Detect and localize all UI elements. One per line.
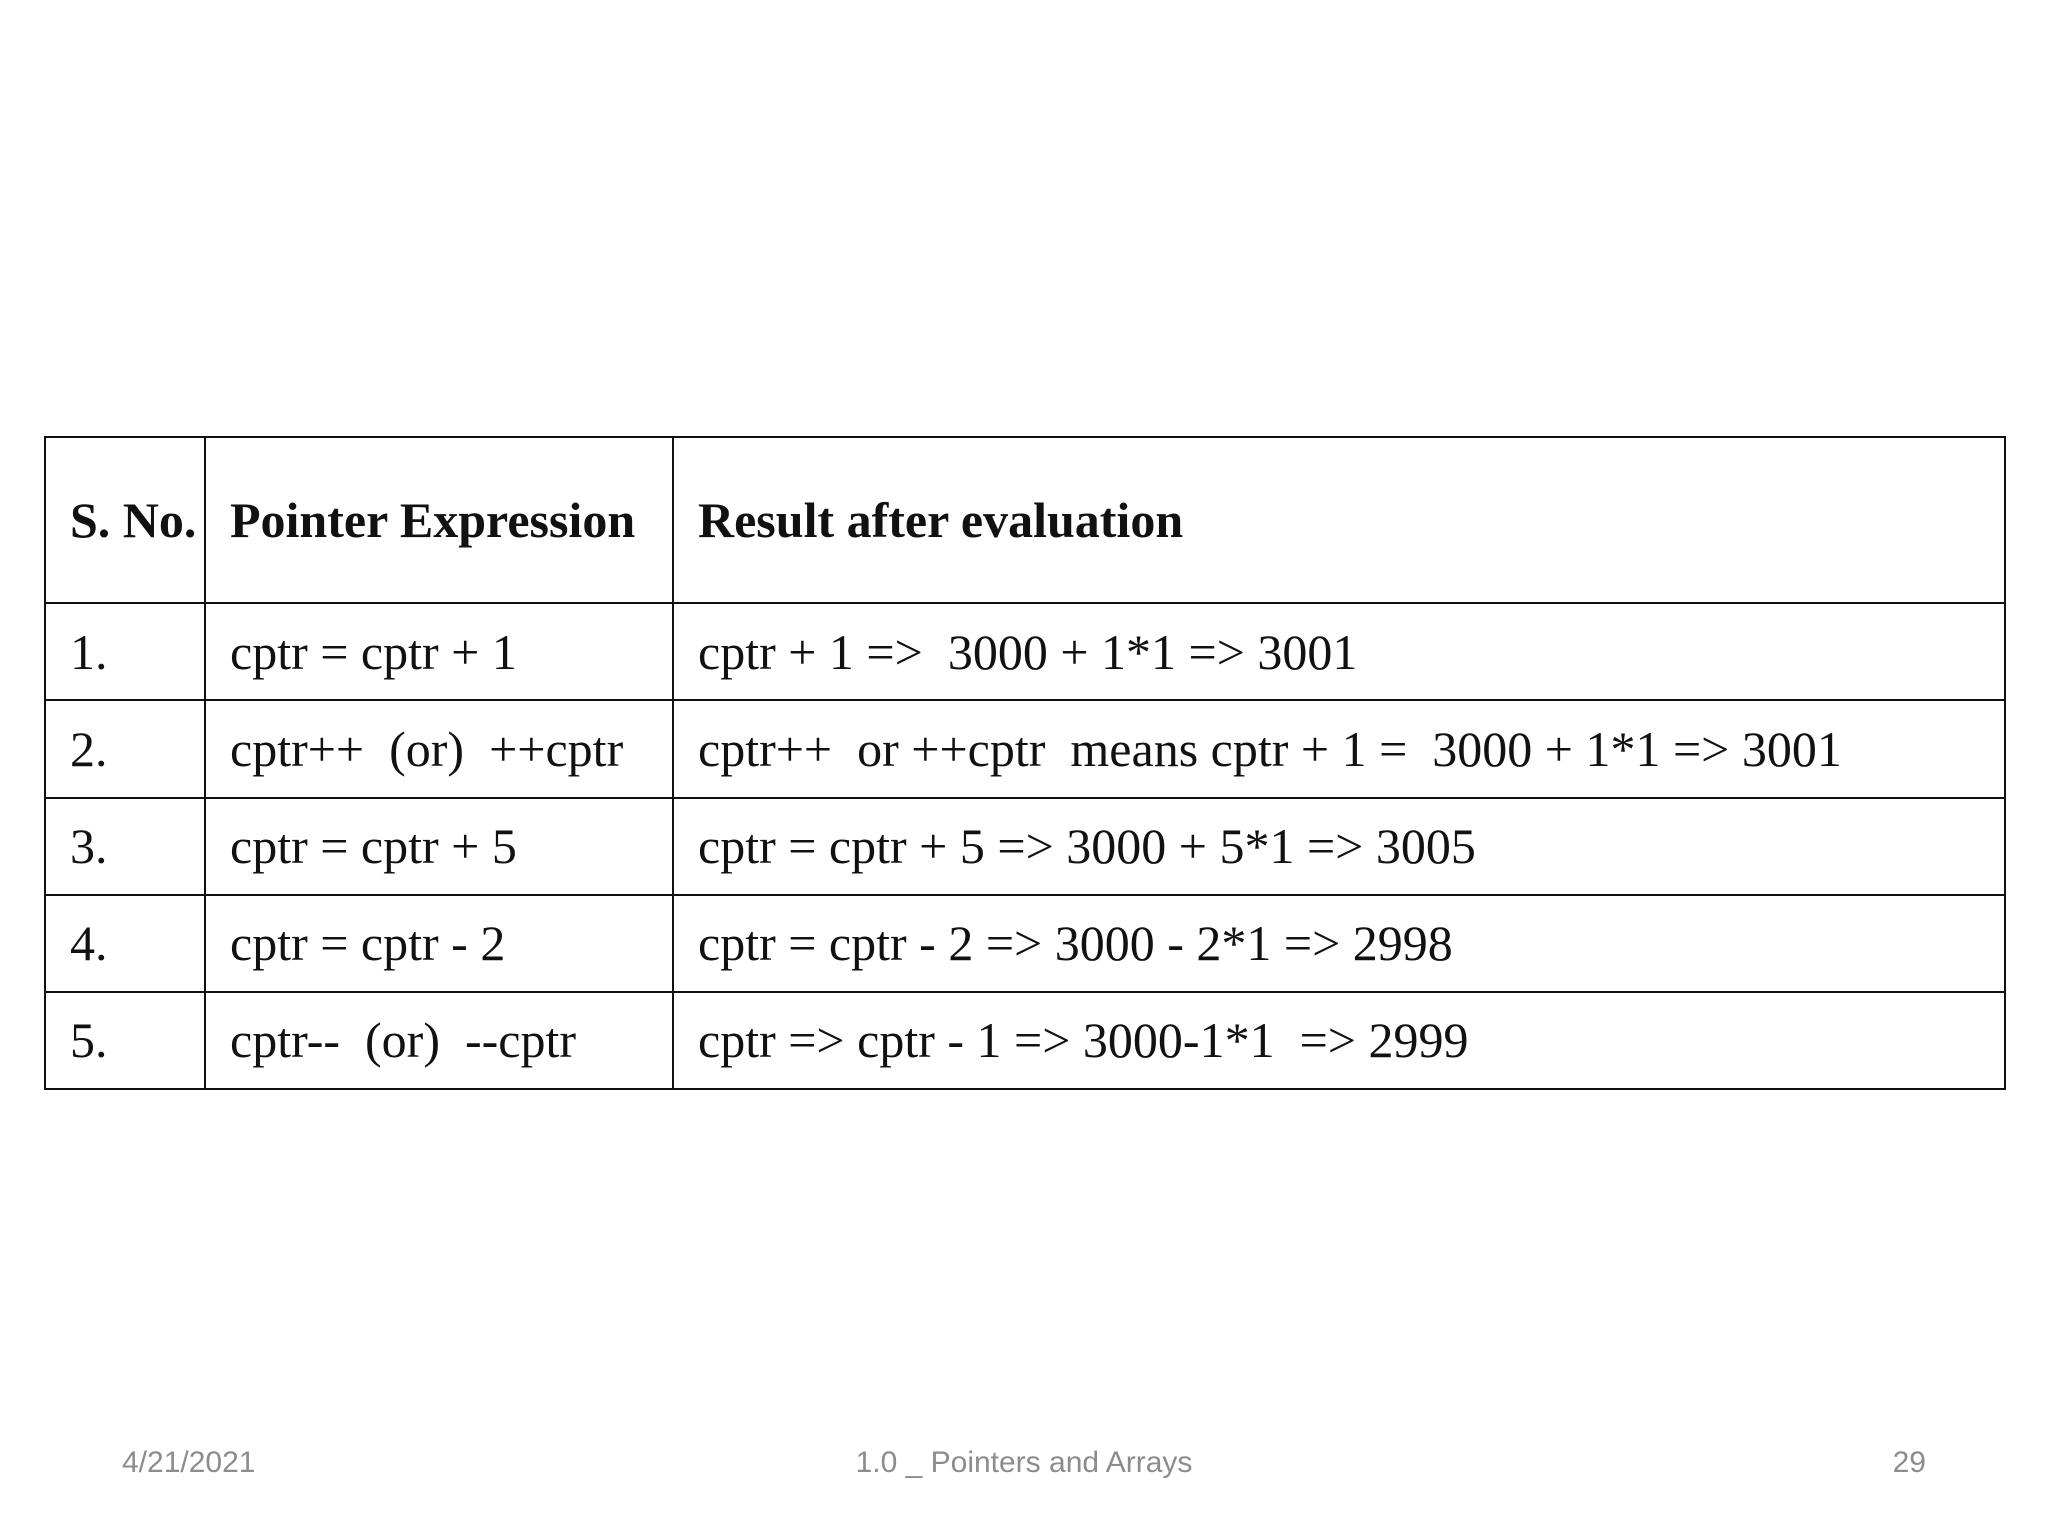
cell-expression: cptr++ (or) ++cptr bbox=[205, 700, 673, 797]
header-sno: S. No. bbox=[45, 437, 205, 603]
table-row bbox=[45, 992, 2005, 1089]
cell-result: cptr => cptr - 1 => 3000-1*1 => 2999 bbox=[673, 992, 2005, 1089]
cell-sno: 4. bbox=[45, 895, 205, 992]
table-row bbox=[45, 895, 2005, 992]
cell-sno: 5. bbox=[45, 992, 205, 1089]
pointer-expression-table bbox=[44, 436, 2006, 1090]
cell-result: cptr + 1 => 3000 + 1*1 => 3001 bbox=[673, 603, 2005, 700]
cell-expression: cptr = cptr + 5 bbox=[205, 798, 673, 895]
cell-expression: cptr = cptr + 1 bbox=[205, 603, 673, 700]
cell-sno: 1. bbox=[45, 603, 205, 700]
table-row bbox=[45, 603, 2005, 700]
footer-page-number: 29 bbox=[1892, 1446, 1926, 1479]
footer-date: 4/21/2021 bbox=[122, 1446, 256, 1479]
cell-expression: cptr-- (or) --cptr bbox=[205, 992, 673, 1089]
footer-title: 1.0 _ Pointers and Arrays bbox=[855, 1446, 1193, 1479]
cell-result: cptr = cptr - 2 => 3000 - 2*1 => 2998 bbox=[673, 895, 2005, 992]
table-row bbox=[45, 700, 2005, 797]
header-expression: Pointer Expression bbox=[205, 437, 673, 603]
cell-sno: 2. bbox=[45, 700, 205, 797]
table-row bbox=[45, 798, 2005, 895]
cell-expression: cptr = cptr - 2 bbox=[205, 895, 673, 992]
header-result: Result after evaluation bbox=[673, 437, 2005, 603]
pointer-expression-table-container bbox=[44, 436, 2004, 1090]
cell-sno: 3. bbox=[45, 798, 205, 895]
table-header-row bbox=[45, 437, 2005, 603]
cell-result: cptr++ or ++cptr means cptr + 1 = 3000 + 1*1 => 3001 bbox=[673, 700, 2005, 797]
cell-result: cptr = cptr + 5 => 3000 + 5*1 => 3005 bbox=[673, 798, 2005, 895]
